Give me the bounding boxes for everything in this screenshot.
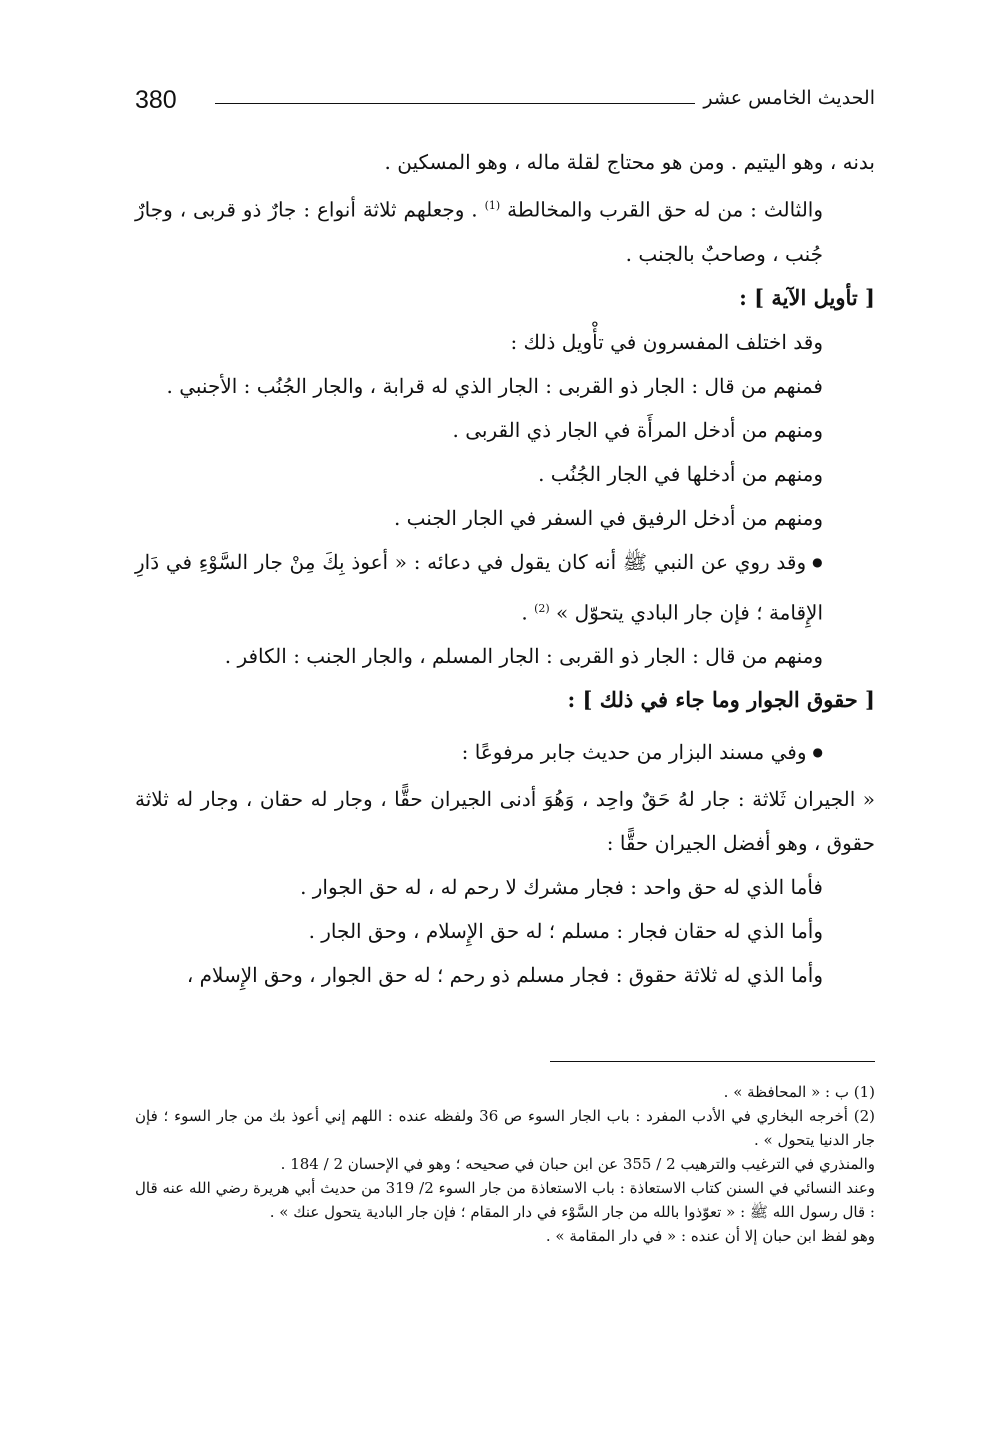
footnote-ref[interactable]: (1) [484,199,501,212]
paragraph-text: . وجعلهم ثلاثة أنواع : جارٌ ذو قربى ، وجارٌ جُنب ، وصاحبٌ بالجنب . [135,197,823,266]
paragraph-text: وقد روي عن النبي ﷺ أنه كان يقول في دعائه : « أعوذ بِكَ مِنْ جار السَّوْءِ في دَارِ الإِقامة ؛ فإن جار البادي يتحوّل » [135,549,823,625]
footnote: وهو لفظ ابن حبان إلا أن عنده : « في دار المقامة » . [545,1227,875,1245]
paragraph: وقد اختلف المفسرون في تأْويل ذلك : [510,329,823,354]
footnote-ref[interactable]: (2) [534,601,550,615]
footnote: والمنذري في الترغيب والترهيب 2 / 355 عن ابن حبان في صحيحه ؛ وهو في الإحسان 2 / 184 . [280,1155,875,1173]
paragraph: ومنهم من قال : الجار ذو القربى : الجار المسلم ، والجار الجنب : الكافر . [224,644,823,669]
paragraph [135,184,875,276]
paragraph-text: . [521,600,528,625]
paragraph: وأما الذي له حقان فجار : مسلم ؛ له حق الإِسلام ، وحق الجار . [308,919,823,944]
paragraph: فمنهم من قال : الجار ذو القربى : الجار الذي له قرابة ، والجار الجُنُب : الأجنبي . [166,373,823,398]
section-heading: [ تأويل الآية ] : [739,284,875,310]
paragraph: ومنهم من أدخلها في الجار الجُنُب . [538,461,823,486]
main-text [135,140,875,997]
paragraph: وأما الذي له ثلاثة حقوق : فجار مسلم ذو رحم ؛ له حق الجوار ، وحق الإِسلام ، [186,963,823,988]
paragraph: « الجيران ثَلاثة : جار لهُ حَقٌ واحِد ، وَهُوَ أدنى الجيران حقًّا ، وجار له حقان ، وجار له ثلاثة حقوق ، وهو أفضل الجيران حقًّا : [135,787,875,856]
page-header [135,86,875,120]
footnote-rule [550,1061,875,1062]
paragraph: ومنهم من أدخل الرفيق في السفر في الجار الجنب . [393,505,823,530]
paragraph: ● وفي مسند البزار من حديث جابر مرفوعًا : [135,730,875,777]
running-head: الحديث الخامس عشر [703,87,875,109]
paragraph: ومنهم من أدخل المرأَة في الجار ذي القربى . [452,417,823,442]
page-number: 380 [135,86,177,114]
footnote: (1) ب : « المحافظة » . [723,1083,875,1101]
paragraph: بدنه ، وهو اليتيم . ومن هو محتاج لقلة ماله ، وهو المسكين . [384,150,875,174]
paragraph [135,540,875,635]
paragraph: فأما الذي له حق واحد : فجار مشرك لا رحم له ، له حق الجوار . [300,875,823,900]
footnotes [135,1080,875,1248]
section-heading: [ حقوق الجوار وما جاء في ذلك ] : [567,687,875,713]
footnote: وعند النسائي في السنن كتاب الاستعاذة : باب الاستعاذة من جار السوء 2/ 319 من حديث أبي هريرة رضي الله عنه قال : قال رسول الله ﷺ : « تعوّذوا بالله من جار السَّوْء في دار المقام ؛ فإن جار البادية يتحول عنك » . [135,1179,876,1221]
header-rule [215,103,695,104]
paragraph-text: والثالث : من له حق القرب والمخالطة [507,197,824,222]
spacer [135,722,875,730]
footnote: (2) أخرجه البخاري في الأدب المفرد : باب الجار السوء ص 36 ولفظه عنده : اللهم إني أعوذ بك من جار السوء ؛ فإن جار الدنيا يتحول » . [135,1107,875,1149]
